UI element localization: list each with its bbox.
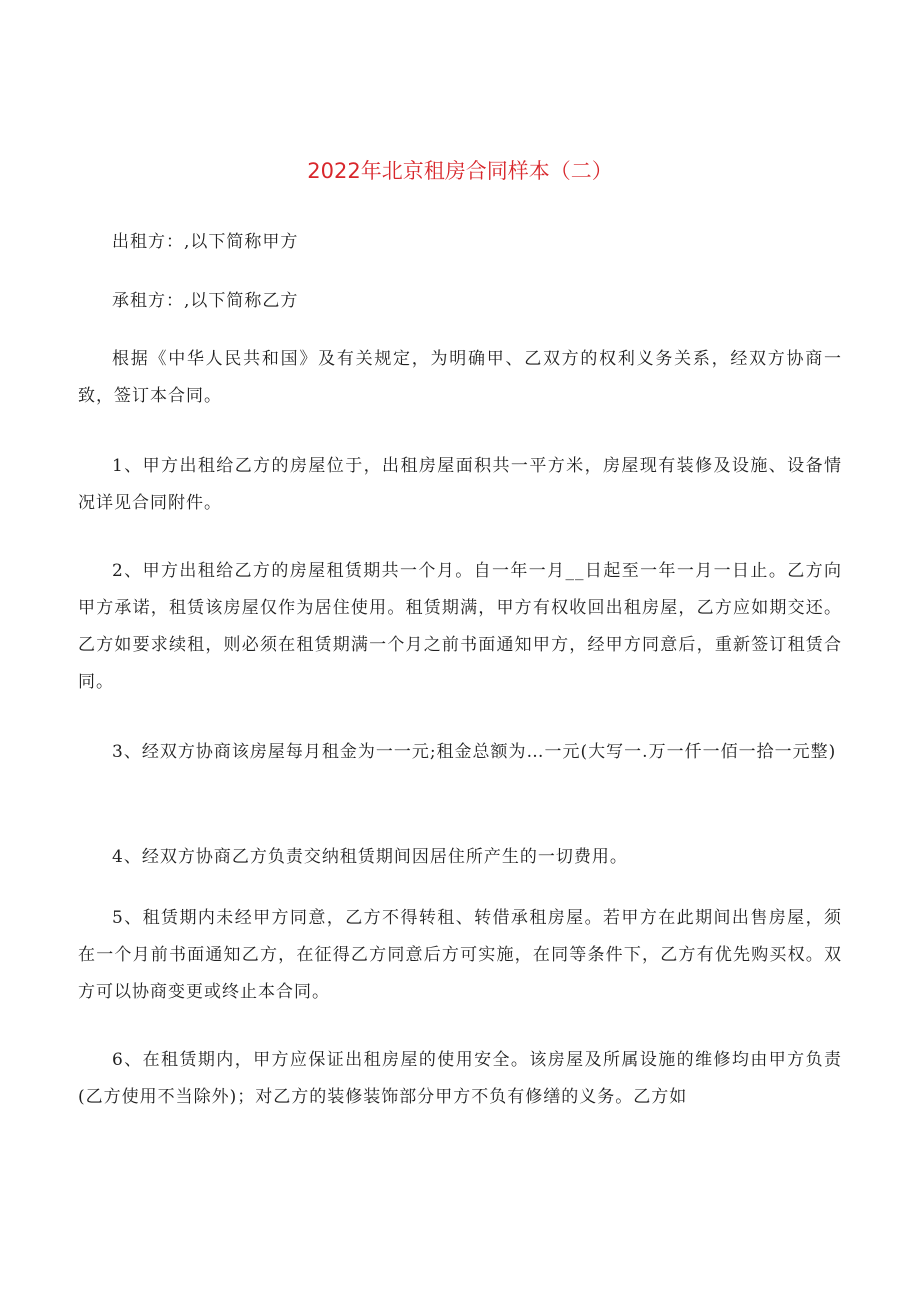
paragraph-clause-6: 6、在租赁期内，甲方应保证出租房屋的使用安全。该房屋及所属设施的维修均由甲方负责(乙方使用不当除外)；对乙方的装修装饰部分甲方不负有修缮的义务。乙方如	[78, 1050, 842, 1107]
paragraph-clause-4: 4、经双方协商乙方负责交纳租赁期间因居住所产生的一切费用。	[112, 847, 628, 867]
paragraph-lessor: 出租方：,以下简称甲方	[112, 232, 299, 252]
paragraph-clause-5: 5、租赁期内未经甲方同意，乙方不得转租、转借承租房屋。若甲方在此期间出售房屋，须在一个月前书面通知乙方，在征得乙方同意后方可实施，在同等条件下，乙方有优先购买权。双方可以协商变更或终止本合同。	[78, 908, 842, 1002]
document-title: 2022年北京租房合同样本（二）	[307, 159, 613, 183]
paragraph-clause-3: 3、经双方协商该房屋每月租金为一一元;租金总额为…一元(大写一.万一仟一佰一拾一元整)	[112, 742, 837, 762]
paragraph-preamble: 根据《中华人民共和国》及有关规定，为明确甲、乙双方的权利义务关系，经双方协商一致，签订本合同。	[78, 349, 842, 406]
paragraph-clause-2: 2、甲方出租给乙方的房屋租赁期共一个月。自一年一月__日起至一年一月一日止。乙方向甲方承诺，租赁该房屋仅作为居住使用。租赁期满，甲方有权收回出租房屋，乙方应如期交还。乙方如要求续租，则必须在租赁期满一个月之前书面通知甲方，经甲方同意后，重新签订租赁合同。	[78, 561, 842, 692]
paragraph-clause-1: 1、甲方出租给乙方的房屋位于，出租房屋面积共一平方米，房屋现有装修及设施、设备情况详见合同附件。	[78, 456, 842, 513]
paragraph-lessee: 承租方：,以下简称乙方	[112, 291, 299, 311]
